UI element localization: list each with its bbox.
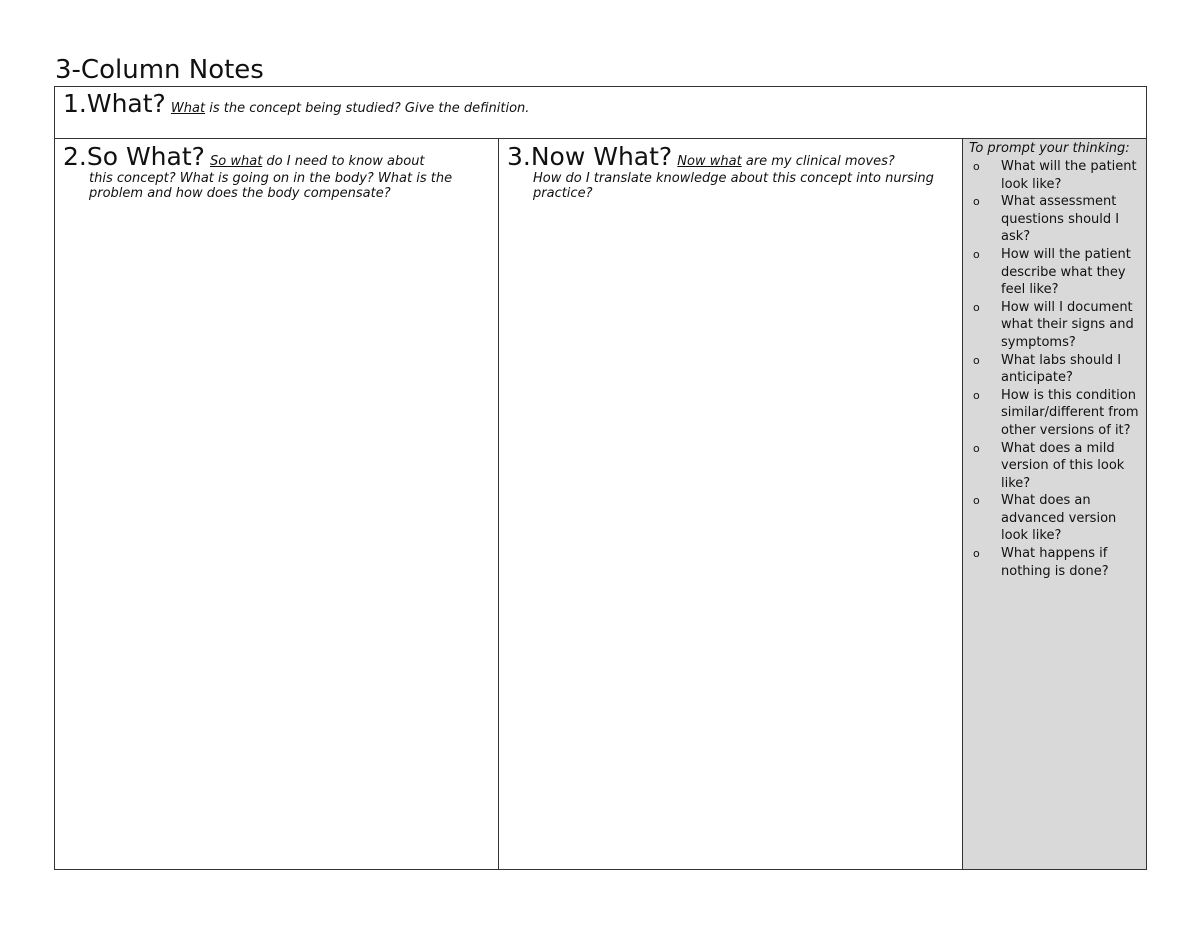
notes-table — [54, 86, 1147, 870]
list-item-text: What does an advanced version look like? — [1001, 493, 1117, 544]
bullet-icon: o — [973, 441, 980, 455]
so-what-heading-block — [63, 143, 488, 201]
list-item-text: How is this condition similar/different from other versions of it? — [1001, 387, 1139, 438]
what-prompt-rest: is the concept being studied? Give the definition. — [205, 101, 530, 116]
now-what-prompt-rest: are my clinical moves? — [741, 154, 895, 169]
bullet-icon: o — [973, 388, 980, 402]
list-item-text: What assessment questions should I ask? — [1001, 194, 1120, 245]
now-what-heading: 3.Now What? — [507, 142, 673, 171]
list-item — [969, 299, 1140, 352]
list-item — [969, 387, 1140, 440]
so-what-key-word: So what — [210, 154, 263, 169]
now-what-prompt-continued: How do I translate knowledge about this concept into nursing practice? — [533, 171, 934, 201]
list-item-text: What will the patient look like? — [1001, 159, 1137, 192]
list-item — [969, 440, 1140, 493]
bullet-icon: o — [973, 160, 980, 173]
now-what-heading-block — [507, 143, 952, 201]
page-title: 3-Column Notes — [55, 55, 264, 85]
so-what-prompt-rest: do I need to know about — [262, 154, 425, 169]
what-row[interactable] — [55, 87, 1146, 139]
so-what-prompt — [210, 154, 425, 169]
so-what-heading: 2.So What? — [63, 142, 205, 171]
what-prompt — [171, 101, 530, 116]
list-item-text: How will I document what their signs and symptoms? — [1001, 299, 1134, 350]
now-what-column[interactable] — [499, 139, 963, 869]
so-what-prompt-continued: this concept? What is going on in the body? What is the problem and how does the body compensate? — [89, 171, 453, 201]
thinking-prompts-list — [969, 158, 1140, 580]
list-item-text: What does a mild version of this look like? — [1001, 440, 1125, 491]
list-item — [969, 193, 1140, 246]
what-heading-line — [63, 89, 1138, 119]
now-what-prompt — [677, 154, 895, 169]
bullet-icon: o — [973, 247, 980, 261]
thinking-prompts-column — [963, 139, 1146, 869]
list-item — [969, 352, 1140, 387]
so-what-column[interactable] — [55, 139, 499, 869]
bullet-icon: o — [973, 353, 980, 367]
list-item — [969, 545, 1140, 580]
list-item-text: What happens if nothing is done? — [1001, 546, 1109, 579]
now-what-key-word: Now what — [677, 154, 742, 169]
what-heading: 1.What? — [63, 89, 166, 118]
list-item-text: How will the patient describe what they feel like? — [1001, 246, 1131, 298]
list-item-text: What labs should I anticipate? — [1001, 352, 1122, 386]
what-key-word: What — [170, 101, 206, 116]
list-item — [969, 246, 1140, 299]
bullet-icon: o — [973, 195, 980, 209]
list-item — [969, 492, 1140, 545]
bullet-icon: o — [973, 494, 980, 508]
thinking-prompts-intro: To prompt your thinking: — [969, 141, 1130, 156]
bullet-icon: o — [973, 547, 980, 561]
bullet-icon: o — [973, 300, 980, 314]
list-item — [969, 158, 1140, 193]
